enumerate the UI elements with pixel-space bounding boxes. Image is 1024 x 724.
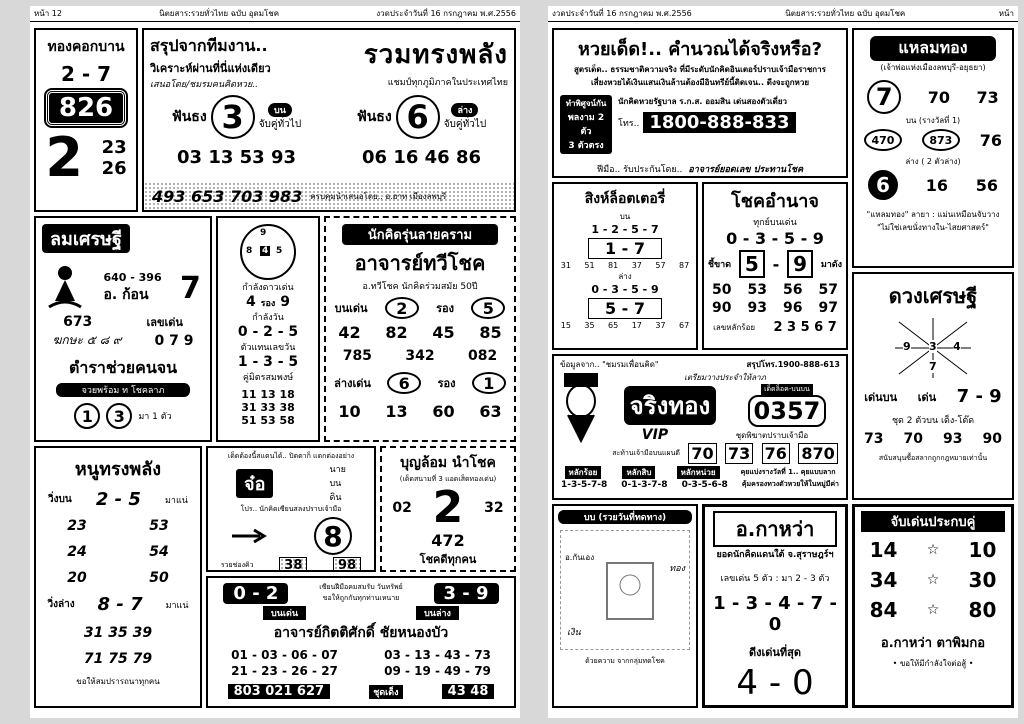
laem-n3: 76 bbox=[979, 130, 1003, 150]
duang-setthi-box bbox=[852, 272, 1014, 500]
jo-rong: รวยช่องคิว bbox=[220, 561, 254, 569]
nu-row1: 31 35 39 bbox=[83, 625, 153, 641]
fun-label-top: ฟันธง bbox=[171, 109, 207, 125]
lion-lang: ล่าง bbox=[618, 272, 632, 281]
huay-foot2: อาจารย์ยอดเลข ประทานโชค bbox=[688, 165, 804, 175]
ajarn-top-label: บนเด่น bbox=[334, 302, 368, 315]
kit-r1r: 03 - 13 - 43 - 73 bbox=[384, 648, 491, 662]
jab-r3-a: 84 bbox=[869, 598, 898, 622]
ajarn-row1-b: 82 bbox=[385, 323, 408, 342]
bun-foot: โชคดีทุกคน bbox=[419, 553, 477, 566]
bun-title: บุญล้อม นำโชค bbox=[400, 455, 496, 471]
nu-mamai-bot: มาแน่ bbox=[165, 600, 189, 611]
wheel-l6: 1 - 3 - 5 bbox=[237, 354, 299, 370]
wheel-l2c: 9 bbox=[280, 294, 290, 310]
lion-r2-f: 87 bbox=[679, 261, 690, 270]
jab-den-box bbox=[852, 504, 1014, 708]
ajarn-row3-c: 60 bbox=[432, 402, 455, 421]
tong-n1: 23 bbox=[101, 137, 127, 158]
duang-n4: 90 bbox=[982, 431, 1002, 447]
jo-side1: นาย bbox=[329, 465, 346, 475]
amnat-r2-d: 57 bbox=[818, 282, 838, 298]
kawa-l2: ดีงเด่นที่สุด bbox=[748, 646, 802, 659]
jing-num: 0357 bbox=[748, 395, 827, 427]
lion-r4-b: 35 bbox=[584, 321, 595, 330]
lion-r4-a: 15 bbox=[560, 321, 571, 330]
duang-n2: 70 bbox=[903, 431, 923, 447]
amnat-dash: - bbox=[772, 254, 780, 274]
jing-tag: เตรียมวางประจำให้ลาภ bbox=[684, 373, 766, 382]
amnat-sub: ทุกย์บนเด่น bbox=[753, 218, 797, 228]
jab-name: อ.กาหว่า ตาพิมกอ bbox=[880, 636, 986, 651]
kit-top-right: 3 - 9 bbox=[434, 583, 499, 604]
huay-ded-box bbox=[552, 28, 848, 178]
kawa-box bbox=[702, 504, 848, 708]
jo-logo: จ๋อ bbox=[236, 469, 273, 498]
wheel-l7: คู่มิตรสมพงษ์ bbox=[242, 373, 294, 383]
chok-amnat-box bbox=[702, 182, 848, 350]
right-header bbox=[548, 6, 1018, 22]
jing-v1: 1-3-5-7-8 bbox=[561, 479, 608, 490]
kit-r2l: 21 - 23 - 26 - 27 bbox=[231, 664, 338, 678]
nu-pair-1b: 53 bbox=[149, 518, 169, 534]
tong-number: 826 bbox=[46, 90, 126, 126]
jing-v3: 0-3-5-6-8 bbox=[681, 479, 728, 490]
nu-bot-label: วิ่งล่าง bbox=[47, 599, 75, 610]
jing-sub: ชุดพิฆาตปราบเจ้ามือ bbox=[735, 430, 809, 440]
lion-r2-c: 81 bbox=[608, 261, 619, 270]
ajarn-name: อาจารย์ทวีโชค bbox=[354, 251, 486, 275]
lom-line1: 640 - 396 bbox=[103, 270, 162, 284]
wheel-l4: 0 - 2 - 5 bbox=[237, 324, 299, 340]
meditating-figure-icon bbox=[45, 263, 85, 313]
jing-l1: หลักร้อย bbox=[565, 466, 602, 479]
jab-r2-b: 30 bbox=[968, 568, 997, 592]
arrow-icon bbox=[230, 528, 270, 544]
duang-foot: สนับสนุนซื้อสลากถูกกฎหมายเท่านั้น bbox=[878, 454, 988, 462]
duang-n1: 73 bbox=[864, 431, 884, 447]
wheel-r3: 51 53 58 bbox=[241, 414, 295, 427]
lom-setthi-box bbox=[34, 216, 212, 442]
lom-name: อ. ก้อน bbox=[103, 286, 149, 303]
jing-v2: 0-1-3-7-8 bbox=[621, 479, 668, 490]
amnat-lead: เลขหลักร้อย bbox=[713, 323, 756, 332]
huay-phone: 1800-888-833 bbox=[643, 112, 795, 133]
sketch-drawing bbox=[560, 530, 690, 650]
laem-tong-box bbox=[852, 28, 1014, 268]
jab-foot: • ขอให้มีกำลังใจต่อสู้ • bbox=[892, 659, 974, 668]
lion-r4-e: 37 bbox=[655, 321, 666, 330]
magazine-title: นิตยสาร:รวยทั่วไทย ฉบับ อุดมโชค bbox=[159, 9, 280, 18]
nu-row2: 71 75 79 bbox=[83, 651, 153, 667]
huay-box2: พลงาม 2 ตัว bbox=[567, 113, 605, 137]
amnat-r3-d: 97 bbox=[818, 300, 838, 316]
huay-who: นักคิดหวยรัฐบาล ร.ก.ส. ออมสิน เด่นสองตัวเดี่ยว bbox=[618, 97, 788, 106]
ajarn-bot-label: ล่างเด่น bbox=[334, 377, 371, 390]
kawa-l1: เลขเด่น 5 ตัว : มา 2 - 3 ตัว bbox=[720, 574, 830, 584]
laem-sub: (เจ้าพ่อแห่งเมืองลพบุรี-อยุธยา) bbox=[880, 63, 986, 72]
huay-foot: ฟีมือ.. รับประกันโดย.. bbox=[596, 165, 683, 175]
amnat-chi: ชี้ขาด bbox=[707, 260, 732, 270]
ajarn-row1-c: 45 bbox=[432, 323, 455, 342]
wheel-e: 5 bbox=[276, 246, 283, 256]
jo-side3: ดิน bbox=[329, 493, 342, 503]
laem-n4: 16 bbox=[925, 175, 948, 195]
laem-big2: 6 bbox=[868, 170, 898, 200]
right-page bbox=[548, 6, 1018, 718]
kit-foot-l: 803 021 627 bbox=[228, 684, 330, 699]
sketch-side: ทอง bbox=[669, 564, 685, 574]
duang-pair: 7 - 9 bbox=[956, 386, 1002, 407]
tong-title: ทองคอกบาน bbox=[47, 39, 125, 55]
team-logo: รวมทรงพลัง bbox=[363, 40, 508, 70]
wheel-box bbox=[216, 216, 320, 442]
kit-br: บนล่าง bbox=[416, 606, 459, 620]
jing-phone: สรุปโทร.1900-888-613 bbox=[746, 360, 840, 369]
amnat-r1: 0 - 3 - 5 - 9 bbox=[726, 229, 824, 248]
sketch-name: อ.กันเอง bbox=[565, 553, 595, 562]
kit-r2r: 09 - 19 - 49 - 79 bbox=[384, 664, 491, 678]
ajarn-rong-top: รอง bbox=[436, 302, 455, 315]
lom-circle-2: 3 bbox=[106, 403, 132, 429]
wheel-l2: 4 bbox=[246, 294, 256, 310]
nu-pair-2b: 54 bbox=[149, 544, 169, 560]
sketch-money: เงิน bbox=[567, 628, 581, 638]
kit-top-left: 0 - 2 bbox=[223, 583, 288, 604]
huay-l2: เสี่ยงหวยได้เงินแสนเงินล้านต้องมีอินทรีย์นี้ติดเจน.. ดีงจะถูกหวย bbox=[590, 78, 810, 87]
kittisak-box bbox=[206, 576, 516, 708]
duang-title: ดวงเศรษฐี bbox=[888, 284, 978, 308]
kit-bl: บนเด่น bbox=[263, 606, 306, 620]
lom-logo: ลมเศรษฐี bbox=[42, 224, 130, 253]
nu-title: หนูทรงพลัง bbox=[74, 459, 162, 480]
amnat-r2-c: 56 bbox=[783, 282, 803, 298]
star-icon: ☆ bbox=[926, 602, 940, 618]
jo-side2: บน bbox=[329, 479, 342, 489]
team-sub1: วิเคราะห์ผ่านที่นี่แห่งเดียว bbox=[150, 62, 271, 75]
amnat-ma: มาดัง bbox=[820, 260, 843, 270]
kawa-title: อ.กาหว่า bbox=[713, 511, 837, 547]
ajarn-taweechok-box bbox=[324, 216, 516, 442]
jing-top: ข้อมูลจาก.. "ชมรมเพื่อนคิด" bbox=[560, 360, 659, 369]
r-page-number: หน้า bbox=[998, 9, 1014, 18]
ajarn-bot-main: 6 bbox=[387, 372, 421, 394]
amnat-r3-a: 90 bbox=[712, 300, 732, 316]
lion-r2-b: 51 bbox=[584, 261, 595, 270]
lion-box2: 5 - 7 bbox=[588, 298, 662, 319]
huay-box3: 3 ตัวตรง bbox=[568, 141, 604, 151]
lion-r4-d: 17 bbox=[631, 321, 642, 330]
ajarn-row3-d: 63 bbox=[479, 402, 502, 421]
kit-foot-r: 43 48 bbox=[442, 684, 495, 699]
wheel-r1: 11 13 18 bbox=[241, 388, 295, 401]
nu-song-palang-box bbox=[34, 446, 202, 708]
ajarn-row2-b: 342 bbox=[405, 348, 435, 364]
jab-r3-b: 80 bbox=[968, 598, 997, 622]
jab-r2-a: 34 bbox=[869, 568, 898, 592]
lion-lottery-box bbox=[552, 182, 698, 350]
ajarn-row1-a: 42 bbox=[338, 323, 361, 342]
jing-l2: หลักสิบ bbox=[622, 466, 655, 479]
lom-lead: เลขเด่น bbox=[146, 316, 183, 329]
nu-bot-pair: 8 - 7 bbox=[97, 594, 143, 615]
left-page bbox=[30, 6, 520, 718]
kit-foot-m: ชุดเด็ง bbox=[369, 685, 402, 699]
jing-n1: 70 bbox=[688, 443, 716, 464]
sketch-frame-icon bbox=[605, 561, 655, 621]
jing-tong-box bbox=[552, 354, 848, 500]
lion-r1: 1 - 2 - 5 - 7 bbox=[591, 223, 659, 236]
sketch-title: บบ (รวยวันที่ทดทาง) bbox=[558, 510, 692, 524]
lom-circle-1: 1 bbox=[74, 403, 100, 429]
face-portrait-icon bbox=[558, 371, 604, 449]
duang-s: 7 bbox=[929, 360, 937, 373]
lion-r4-c: 65 bbox=[608, 321, 619, 330]
amnat-r3-c: 96 bbox=[783, 300, 803, 316]
star-icon: ☆ bbox=[926, 542, 940, 558]
lom-sub: จวยพร้อม ท โชคลาภ bbox=[56, 383, 190, 397]
r-issue-date: งวดประจำวันที่ 16 กรกฎาคม พ.ศ.2556 bbox=[552, 9, 692, 18]
nu-pair-3a: 20 bbox=[67, 570, 87, 586]
team-title: สรุปจากทีมงาน.. bbox=[150, 36, 268, 55]
triple-numbers: 493 653 703 983 bbox=[152, 186, 303, 206]
sketch-foot: ด้วยความ จากกลุ่มทดโชค bbox=[585, 657, 665, 665]
star-icon: ☆ bbox=[926, 572, 940, 588]
lom-pair: 0 7 9 bbox=[154, 332, 194, 349]
wheel-icon bbox=[240, 224, 296, 280]
jo-box bbox=[206, 446, 376, 572]
duang-set: ชุด 2 ตัวบน เด็ง-โต๊ด bbox=[891, 416, 975, 426]
left-header bbox=[30, 6, 520, 22]
duang-grid-icon bbox=[895, 318, 971, 378]
amnat-r2-b: 53 bbox=[747, 282, 767, 298]
team-summary-box bbox=[142, 28, 516, 212]
page-number: หน้า 12 bbox=[34, 9, 62, 18]
jing-num-tag: เด็ดล็อค-บนบน bbox=[761, 384, 813, 395]
lom-caption: ตำราช่วยคนจน bbox=[68, 358, 178, 377]
lion-r2-d: 37 bbox=[631, 261, 642, 270]
nu-mamai-top: มาแน่ bbox=[164, 495, 188, 506]
nu-pair-3b: 50 bbox=[149, 570, 169, 586]
kit-note2: ขอให้ถูกกันทุกท่านเหนาย bbox=[322, 594, 400, 602]
laem-note1: บน (รางวัลที่ 1) bbox=[905, 116, 961, 125]
laem-c1: 470 bbox=[864, 129, 902, 151]
kawa-sub: ยอดนักคิดแดนใต้ จ.สุราษฎร์ฯ bbox=[716, 550, 834, 560]
lion-title: สิงห์ล็อตเตอรี่ bbox=[584, 191, 666, 207]
wheel-l3: กำลังวัน bbox=[252, 313, 284, 323]
sketch-box bbox=[552, 504, 698, 708]
lom-circle-note: มา 1 ตัว bbox=[138, 412, 172, 422]
lion-r3: 0 - 3 - 5 - 9 bbox=[591, 283, 659, 296]
bottom-digit: 6 bbox=[396, 95, 440, 139]
jing-vip: VIP bbox=[641, 427, 669, 443]
jo-n1: 38 bbox=[279, 557, 307, 572]
laem-quote2: "ไม่ใช่เลขนั่งทางใน-ไสยศาสตร์" bbox=[877, 223, 989, 232]
team-sub3: เสนอโดย/ชมรมคนคิดหวย.. bbox=[150, 80, 258, 90]
laem-quote1: "แหลมทอง" ลายา : แม่นเหมือนจับวาง bbox=[866, 210, 1000, 219]
ajarn-row3-b: 13 bbox=[385, 402, 408, 421]
team-credit: ครบคุมนำเสนอโดย.. อ.ฮาท เมืองลพบุรี bbox=[310, 191, 447, 201]
kit-name: อาจารย์กิตติศักดิ์ ชัยหนองบัว bbox=[273, 625, 449, 641]
kit-r1l: 01 - 03 - 06 - 07 bbox=[231, 648, 338, 662]
duang-e: 4 bbox=[953, 340, 961, 353]
laem-title: แหลมทอง bbox=[870, 36, 996, 61]
jing-mark: สะท้านเจ้ามือบนแผนดี bbox=[612, 449, 680, 457]
duang-c: 3 bbox=[929, 340, 937, 353]
lion-on: บน bbox=[619, 212, 631, 221]
lion-r4-f: 67 bbox=[679, 321, 690, 330]
jab-r1-b: 10 bbox=[968, 538, 997, 562]
jing-note: คุยแบ่งรางวัลที่ 1.. คุยแบบลาก bbox=[740, 468, 836, 476]
jab-top: จับคู่ทั่วไป bbox=[258, 118, 302, 130]
jo-big: 8 bbox=[314, 517, 352, 555]
top-tag: บน bbox=[268, 103, 292, 117]
top-numbers: 03 13 53 93 bbox=[177, 147, 296, 168]
amnat-a: 5 bbox=[739, 250, 765, 278]
ajarn-bot-alt: 1 bbox=[472, 372, 506, 394]
duang-n3: 93 bbox=[943, 431, 963, 447]
laem-big: 7 bbox=[867, 80, 901, 114]
tong-n2: 26 bbox=[101, 158, 127, 179]
tong-big-digit: 2 bbox=[45, 126, 83, 189]
huay-box1: ทำพิศูจน์กัน bbox=[565, 99, 607, 108]
bottom-tag: ล่าง bbox=[451, 103, 478, 117]
jo-top: เด็ดต้องนี้สแตนได้.. ปิดตาก็ แตกต่องอย่าง bbox=[227, 452, 355, 460]
nu-top-pair: 2 - 5 bbox=[95, 489, 141, 510]
bottom-numbers: 06 16 46 86 bbox=[362, 147, 481, 168]
wheel-l1: กำลังดาวเด่น bbox=[242, 283, 294, 293]
jing-n4: 870 bbox=[798, 443, 837, 464]
wheel-n: 9 bbox=[260, 228, 267, 238]
lion-r2-a: 31 bbox=[560, 261, 571, 270]
ajarn-rong-bot: รอง bbox=[437, 377, 456, 390]
fun-label-bottom: ฟันธง bbox=[356, 109, 392, 125]
ajarn-row1-d: 85 bbox=[479, 323, 502, 342]
bun-sub: (เด็ดสนามที่ 3 แอดเส็ดทองเด่น) bbox=[399, 475, 497, 483]
wheel-l2b: รอง bbox=[260, 299, 276, 309]
duang-w: 9 bbox=[903, 340, 911, 353]
ajarn-row2-a: 785 bbox=[342, 348, 372, 364]
amnat-r3-b: 93 bbox=[747, 300, 767, 316]
laem-note2: ล่าง ( 2 ตัวล่าง) bbox=[905, 157, 961, 166]
wheel-c: 4 bbox=[262, 246, 269, 256]
jo-n2: 98 bbox=[333, 557, 361, 572]
laem-n1: 70 bbox=[927, 87, 950, 107]
jing-logo: จริงทอง bbox=[624, 386, 717, 425]
huay-title: หวยเด็ด!.. คำนวณได้จริงหรือ? bbox=[578, 39, 822, 60]
jo-tag: โปร.. นักคิดเซียนสลงปราบเจ้ามือ bbox=[240, 505, 342, 513]
laem-n5: 56 bbox=[975, 175, 999, 195]
huay-l1: สูตรเด็ด.. ธรรมชาติความจริง ที่มีระดับนักคิดอินเตอร์ปราบเจ้ามือราชการ bbox=[574, 65, 826, 74]
bun-lom-box bbox=[380, 446, 516, 572]
jing-n2: 73 bbox=[725, 443, 753, 464]
bun-three: 472 bbox=[431, 531, 465, 550]
lion-box1: 1 - 7 bbox=[588, 238, 662, 259]
amnat-r2-a: 50 bbox=[712, 282, 732, 298]
laem-n2: 73 bbox=[976, 87, 999, 107]
jab-r1-a: 14 bbox=[869, 538, 898, 562]
lom-script: ฆกษะ ๕ ๘ ๙ bbox=[52, 333, 122, 347]
bun-big: 2 bbox=[432, 482, 464, 533]
huay-call: โทร.. bbox=[618, 118, 640, 129]
duang-lead: เด่นบน bbox=[864, 390, 898, 404]
wheel-l5: ตัวแทนเลขวัน bbox=[240, 343, 296, 353]
amnat-title: โชคอำนาจ bbox=[731, 191, 819, 212]
team-sub2: แชมป์ทุกภูมิภาคในประเทศไทย bbox=[387, 78, 508, 88]
kawa-nums: 1 - 3 - 4 - 7 - 0 bbox=[713, 593, 837, 635]
ajarn-row2-c: 082 bbox=[468, 348, 498, 364]
jab-bottom: จับคู่ทั่วไป bbox=[443, 118, 487, 130]
bun-left: 02 bbox=[392, 500, 412, 516]
issue-date: งวดประจำวันที่ 16 กรกฎาคม พ.ศ.2556 bbox=[376, 9, 516, 18]
ajarn-sub: อ.ทวีโชค นักคิดร่วมสมัย 50ปี bbox=[362, 282, 478, 292]
amnat-b: 9 bbox=[787, 250, 813, 278]
tong-pair: 2 - 7 bbox=[60, 62, 112, 86]
jing-n3: 76 bbox=[762, 443, 790, 464]
jab-title: จับเด่นประกบคู่ bbox=[861, 511, 1005, 532]
jing-l3: หลักหน่วย bbox=[677, 466, 720, 479]
kit-note: เซียนฝีมือคมสมรับ วันทรัพย์ bbox=[319, 583, 403, 591]
lom-big: 7 bbox=[179, 270, 201, 306]
wheel-w: 8 bbox=[246, 246, 253, 256]
wheel-r2: 31 33 38 bbox=[241, 401, 295, 414]
jing-foot: คุ้มครองทวงตัวหวยให้ในหมู่มีค่า bbox=[741, 480, 839, 488]
lom-nums: 673 bbox=[63, 314, 93, 330]
ajarn-title: นักคิดรุ่นลายคราม bbox=[342, 224, 498, 245]
lion-r2-e: 57 bbox=[655, 261, 666, 270]
r-magazine-title: นิตยสาร:รวยทั่วไทย ฉบับ อุดมโชค bbox=[785, 9, 906, 18]
nu-pair-2a: 24 bbox=[67, 544, 87, 560]
nu-footer: ขอให้สมปรารถนาทุกคน bbox=[76, 677, 160, 686]
nu-pair-1a: 23 bbox=[67, 518, 87, 534]
ajarn-row3-a: 10 bbox=[338, 402, 361, 421]
tong-kok-ban-box bbox=[34, 28, 138, 212]
nu-top-label: วิ่งบน bbox=[48, 494, 72, 505]
top-digit: 3 bbox=[211, 95, 255, 139]
amnat-lead-nums: 2 3 5 6 7 bbox=[773, 320, 837, 335]
kawa-big: 4 - 0 bbox=[736, 663, 814, 703]
laem-c2: 873 bbox=[922, 129, 960, 151]
ajarn-top-main: 2 bbox=[385, 297, 419, 319]
bun-right: 32 bbox=[484, 500, 504, 516]
ajarn-top-alt: 5 bbox=[471, 297, 505, 319]
duang-lead2: เด่น bbox=[917, 390, 937, 404]
